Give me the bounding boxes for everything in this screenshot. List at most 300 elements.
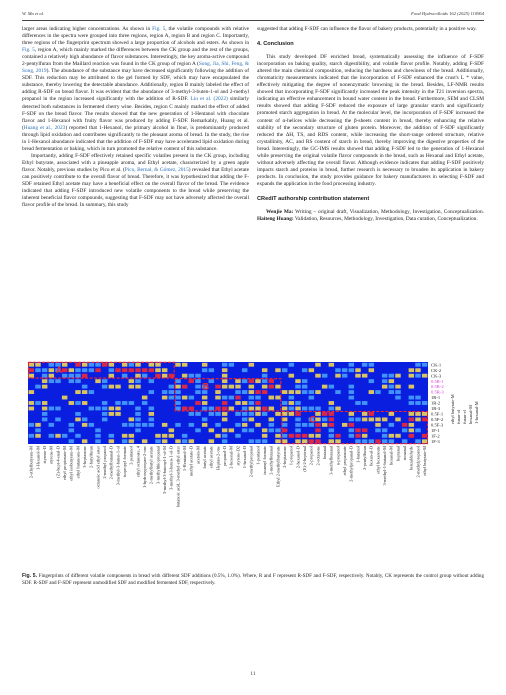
heatmap-cell	[102, 385, 107, 389]
compound-label: heptanal	[395, 446, 401, 461]
heatmap-cell	[49, 379, 54, 383]
heatmap-cell	[269, 428, 274, 432]
heatmap-cell	[189, 412, 194, 416]
compound-label: butanal	[322, 446, 327, 459]
heatmap-cell	[135, 363, 140, 367]
heatmap-cell	[275, 434, 280, 438]
heatmap-cell	[69, 428, 74, 432]
heatmap-cell	[369, 363, 374, 367]
heatmap-cell	[249, 407, 254, 411]
heatmap-cell	[42, 374, 47, 378]
heatmap-cell	[369, 379, 374, 383]
heatmap-cell	[409, 412, 414, 416]
heatmap-cell	[42, 385, 47, 389]
heatmap-cell	[82, 423, 87, 427]
heatmap-cell	[295, 439, 300, 443]
heatmap-cell	[282, 417, 287, 421]
heatmap-cell	[122, 434, 127, 438]
heatmap-cell	[235, 390, 240, 394]
heatmap-cell	[89, 368, 94, 372]
heatmap-cell	[129, 368, 134, 372]
heatmap-cell	[235, 423, 240, 427]
heatmap-cell	[309, 407, 314, 411]
heatmap-cell	[109, 368, 114, 372]
heatmap-cell	[155, 439, 160, 443]
compound-label: 3-methyl-1-butanol-M	[382, 446, 387, 486]
compound-label: ethyl butyrate-M	[422, 446, 427, 476]
heatmap-cell	[142, 374, 147, 378]
sample-label: 1F-2	[431, 433, 440, 439]
heatmap-cell	[355, 401, 360, 405]
figure-link[interactable]: Fig. 5	[22, 47, 35, 54]
heatmap-cell	[229, 407, 234, 411]
heatmap-cell	[275, 385, 280, 389]
heatmap-cell	[382, 385, 387, 389]
sample-label: 0.5R-1	[431, 378, 444, 384]
heatmap-cell	[215, 412, 220, 416]
heatmap-cell	[309, 439, 314, 443]
compound-label: styrene-M	[48, 446, 54, 465]
heatmap-cell	[315, 434, 320, 438]
heatmap-cell	[35, 434, 40, 438]
heatmap-cell	[302, 390, 307, 394]
heatmap-cell	[322, 374, 327, 378]
heatmap-cell	[155, 434, 160, 438]
heatmap-cell	[82, 417, 87, 421]
heatmap-cell	[95, 368, 100, 372]
heatmap-cell	[189, 379, 194, 383]
heatmap-cell	[375, 428, 380, 432]
heatmap-cell	[409, 401, 414, 405]
heatmap-cell	[35, 385, 40, 389]
heatmap-cell	[415, 417, 420, 421]
compound-label: propanol-D	[222, 446, 227, 467]
heatmap-cell	[295, 412, 300, 416]
heatmap-cell	[235, 412, 240, 416]
heatmap-cell	[249, 385, 254, 389]
heatmap-cell	[42, 407, 47, 411]
heatmap-cell	[395, 390, 400, 394]
heatmap-cell	[242, 423, 247, 427]
heatmap-cell	[415, 428, 420, 432]
heatmap-cell	[229, 428, 234, 432]
heatmap-cell	[355, 374, 360, 378]
heatmap-cell	[162, 368, 167, 372]
heatmap-cell	[75, 368, 80, 372]
heatmap-cell	[349, 390, 354, 394]
heatmap-cell	[242, 379, 247, 383]
heatmap-cell	[349, 412, 354, 416]
heatmap-cell	[75, 379, 80, 383]
compound-label: ethyl propanoate	[342, 446, 347, 476]
heatmap-cell	[369, 439, 374, 443]
heatmap-cell	[109, 412, 114, 416]
citation-link[interactable]: Huang et al., 2023	[23, 124, 66, 131]
heatmap-cell	[269, 396, 274, 400]
heatmap-cell	[315, 439, 320, 443]
heatmap-cell	[122, 423, 127, 427]
heatmap-cell	[149, 379, 154, 383]
compound-label: butanoic acid, 3-methyl-ethyl ester	[175, 446, 181, 508]
heatmap-cell	[89, 407, 94, 411]
heatmap-cell	[195, 412, 200, 416]
heatmap-cell	[189, 374, 194, 378]
compound-label: ethyl isobutyrate-M	[68, 446, 74, 481]
heatmap-cell	[89, 390, 94, 394]
heatmap-cell	[135, 407, 140, 411]
heatmap-cell	[249, 390, 254, 394]
heatmap-cell	[329, 407, 334, 411]
compound-label: 2-butylfuran	[88, 446, 94, 468]
heatmap-cell	[109, 374, 114, 378]
heatmap-cell	[262, 379, 267, 383]
heatmap-cell	[29, 363, 34, 367]
citation-link[interactable]: Song, Jia, Shi, Feng, & Song, 2019	[22, 61, 249, 75]
heatmap-cell	[135, 368, 140, 372]
heatmap-cell	[222, 363, 227, 367]
heatmap-cell	[202, 401, 207, 405]
heatmap-cell	[75, 434, 80, 438]
heatmap-cell	[82, 439, 87, 443]
heatmap-cell	[109, 434, 114, 438]
heatmap-cell	[249, 417, 254, 421]
heatmap-cell	[49, 434, 54, 438]
heatmap-cell	[222, 368, 227, 372]
heatmap-cell	[175, 390, 180, 394]
heatmap-cell	[189, 396, 194, 400]
heatmap-cell	[262, 434, 267, 438]
heatmap-cell	[375, 439, 380, 443]
sample-label: 1R-2	[431, 400, 441, 406]
compound-label: 1-butanol	[355, 446, 361, 463]
heatmap-cell	[102, 412, 107, 416]
sample-label: 1R-3	[431, 406, 441, 412]
heatmap-cell	[222, 401, 227, 405]
heatmap-cell	[382, 428, 387, 432]
heatmap-cell	[369, 390, 374, 394]
heatmap-cell	[409, 428, 414, 432]
heatmap-cell	[282, 428, 287, 432]
heatmap-cell	[115, 412, 120, 416]
heatmap-cell	[49, 368, 54, 372]
compound-label: 2-methylpropanal-D	[348, 446, 354, 482]
compound-label: ethyl acetate	[208, 446, 214, 469]
heatmap-cell	[329, 417, 334, 421]
heatmap-cell	[69, 374, 74, 378]
heatmap-cell	[29, 401, 34, 405]
heatmap-cell	[369, 417, 374, 421]
heatmap-cell	[289, 434, 294, 438]
compound-label: 1-pentanol	[255, 446, 261, 465]
heatmap-cell	[349, 428, 354, 432]
compound-label: ethyl octanoate, 4	[135, 446, 141, 478]
heatmap-cell	[29, 390, 34, 394]
compound-label: furan-ol	[456, 409, 461, 424]
compound-label: 3-methylthiopropanal	[155, 446, 161, 485]
heatmap-cell	[169, 374, 174, 378]
heatmap-cell	[249, 379, 254, 383]
heatmap-cell	[409, 374, 414, 378]
heatmap-cell	[322, 417, 327, 421]
heatmap-cell	[255, 412, 260, 416]
fingerprint-figure	[22, 360, 484, 570]
heatmap-cell	[262, 385, 267, 389]
heatmap-cell	[222, 439, 227, 443]
heatmap-cell	[315, 407, 320, 411]
heatmap-cell	[422, 439, 427, 443]
heatmap-cell	[242, 428, 247, 432]
heatmap-cell	[255, 396, 260, 400]
heatmap-cell	[175, 385, 180, 389]
heatmap-cell	[129, 417, 134, 421]
heatmap-cell	[329, 423, 334, 427]
heatmap-cell	[362, 434, 367, 438]
heatmap-cell	[335, 439, 340, 443]
heatmap-cell	[122, 374, 127, 378]
heatmap-cell	[362, 417, 367, 421]
heatmap-cell	[269, 385, 274, 389]
compound-label: 2-methylpropanal	[248, 446, 254, 478]
heatmap-cell	[255, 401, 260, 405]
heatmap-cell	[295, 428, 300, 432]
heatmap-cell	[342, 374, 347, 378]
heatmap-cell	[142, 401, 147, 405]
compound-label: 2-pentanol	[128, 446, 134, 465]
paragraph: suggested that adding F-SDF can influence the flavor of bakery products, potentially in a positive way.	[257, 26, 477, 32]
heatmap-cell	[95, 434, 100, 438]
heatmap-cell	[315, 423, 320, 427]
heatmap-cell	[375, 423, 380, 427]
heatmap-cell	[282, 434, 287, 438]
heatmap-cell	[382, 439, 387, 443]
heatmap-cell	[329, 439, 334, 443]
heatmap-cell	[215, 434, 220, 438]
heatmap-cell	[342, 368, 347, 372]
heatmap-cell	[129, 379, 134, 383]
page-number: 11	[250, 671, 256, 677]
heatmap-cell	[62, 434, 67, 438]
heatmap-cell	[335, 407, 340, 411]
heatmap-cell	[195, 390, 200, 394]
heatmap-cell	[215, 396, 220, 400]
heatmap-cell	[222, 396, 227, 400]
heatmap-cell	[69, 379, 74, 383]
heatmap-cell	[422, 401, 427, 405]
heatmap-cell	[262, 412, 267, 416]
heatmap-cell	[409, 423, 414, 427]
compound-label: ethyl hexanoate	[375, 446, 381, 474]
compound-label: 3-methyl-3-buten-1-ol-D	[168, 446, 174, 490]
heatmap-cell	[255, 379, 260, 383]
heatmap-cell	[169, 428, 174, 432]
heatmap-cell	[269, 417, 274, 421]
heatmap-cell	[149, 363, 154, 367]
heatmap-cell	[389, 379, 394, 383]
heatmap-cell	[102, 407, 107, 411]
heatmap-cell	[75, 374, 80, 378]
sample-label: CK-1	[431, 362, 442, 368]
compound-label: methyl acetate-D	[188, 446, 194, 477]
heatmap-cell	[49, 363, 54, 367]
figure-link[interactable]: Fig. 5	[152, 26, 166, 32]
heatmap-cell	[302, 385, 307, 389]
compound-label: acetoin-M	[195, 446, 201, 465]
heatmap-cell	[349, 417, 354, 421]
heatmap-cell	[382, 417, 387, 421]
heatmap-cell	[175, 396, 180, 400]
heatmap-cell	[89, 423, 94, 427]
heatmap-cell	[222, 374, 227, 378]
heatmap-cell	[95, 407, 100, 411]
heatmap-cell	[129, 363, 134, 367]
region-label: A	[56, 365, 63, 376]
heatmap-cell	[135, 412, 140, 416]
heatmap-cell	[189, 407, 194, 411]
heatmap-cell	[269, 407, 274, 411]
heatmap-cell	[135, 423, 140, 427]
heatmap-cell	[422, 434, 427, 438]
right-column	[257, 26, 484, 223]
heatmap-cell	[55, 417, 60, 421]
heatmap-cell	[195, 379, 200, 383]
heatmap-cell	[235, 379, 240, 383]
heatmap-cell	[142, 423, 147, 427]
heatmap-cell	[195, 401, 200, 405]
heatmap-cell	[409, 385, 414, 389]
heatmap-cell	[289, 374, 294, 378]
compound-label: hexan-al-D	[368, 446, 374, 466]
compound-label: 2-methylpropanol	[415, 446, 421, 478]
heatmap-cell	[242, 407, 247, 411]
compound-label: benzaldehyde	[408, 446, 414, 471]
compound-label: 1-hexanal-M	[474, 401, 479, 424]
heatmap-cell	[82, 363, 87, 367]
heatmap-cell	[175, 423, 180, 427]
heatmap-cell	[349, 396, 354, 400]
heatmap-cell	[375, 417, 380, 421]
heatmap-cell	[42, 368, 47, 372]
citation-link[interactable]: Liu et al. (2022)	[190, 96, 228, 103]
compound-label: 1-propanol	[288, 446, 294, 466]
heatmap-cell	[135, 417, 140, 421]
compound-label: nonanal	[402, 446, 407, 460]
heatmap-cell	[222, 428, 227, 432]
heatmap-cell	[295, 379, 300, 383]
compound-label: 2-heptanone	[282, 446, 287, 468]
heatmap-cell	[195, 385, 200, 389]
sample-label: 0.5F-1	[431, 411, 444, 417]
heatmap-cell	[42, 401, 47, 405]
heatmap-cell	[275, 439, 280, 443]
heatmap-cell	[195, 374, 200, 378]
compound-label: ethyl butanoate-M	[75, 446, 81, 479]
heatmap-cell	[382, 374, 387, 378]
heatmap-cell	[162, 434, 167, 438]
heatmap-cell	[355, 439, 360, 443]
credit-paragraph: Wenjie Ma: Writing – original draft, Visualization, Methodology, Investigation, Conceptualization. Haiteng Huang: Validation, Resources, Methodology, Investigation, Data curation, Conceptualization.	[257, 209, 484, 223]
heatmap-cell	[169, 390, 174, 394]
heatmap-cell	[82, 390, 87, 394]
sample-label: 0.5R-3	[431, 389, 444, 395]
heatmap-cell	[229, 385, 234, 389]
compound-label: (Z)-hept-4-enal-D	[55, 446, 61, 478]
heatmap-cell	[409, 417, 414, 421]
heatmap-cell	[295, 385, 300, 389]
heatmap-cell	[135, 385, 140, 389]
heatmap-cell	[249, 439, 254, 443]
heatmap-cell	[175, 407, 180, 411]
heatmap-cell	[242, 417, 247, 421]
compound-label: 2-methylbutanal-D	[108, 446, 114, 480]
heatmap-cell	[169, 385, 174, 389]
heatmap-cell	[82, 385, 87, 389]
heatmap-cell	[215, 385, 220, 389]
heatmap-cell	[29, 368, 34, 372]
heatmap-cell	[349, 385, 354, 389]
heatmap-cell	[249, 363, 254, 367]
heatmap-cell	[222, 434, 227, 438]
heatmap-cell	[309, 368, 314, 372]
heatmap-cell	[142, 368, 147, 372]
heatmap-cell	[235, 385, 240, 389]
heatmap-cell	[362, 439, 367, 443]
heatmap-cell	[202, 363, 207, 367]
heatmap-cell	[329, 434, 334, 438]
heatmap-cell	[289, 407, 294, 411]
heatmap-cell	[329, 401, 334, 405]
heatmap-cell	[42, 379, 47, 383]
compound-label: 3-methyl-3-buten-1-ol	[115, 446, 121, 486]
heatmap-cell	[302, 379, 307, 383]
heatmap-cell	[182, 434, 187, 438]
compound-label: isoamyl formate	[262, 446, 267, 475]
heatmap-cell	[209, 412, 214, 416]
heatmap-cell	[275, 368, 280, 372]
heatmap-cell	[242, 412, 247, 416]
heatmap-cell	[82, 374, 87, 378]
heatmap-cell	[129, 439, 134, 443]
sample-label: CK-3	[431, 373, 442, 379]
heatmap-cell	[295, 390, 300, 394]
heatmap-background	[28, 362, 428, 444]
compound-label: 1-Hexanol-M	[35, 446, 41, 470]
heatmap-cell	[149, 390, 154, 394]
heatmap-cell	[415, 412, 420, 416]
heatmap-cell	[329, 412, 334, 416]
compound-label: ethyl butyrate-M	[450, 394, 455, 424]
heatmap-cell	[402, 439, 407, 443]
heatmap-cell	[422, 363, 427, 367]
sample-label: 1R-1	[431, 395, 441, 401]
heatmap-cell	[109, 385, 114, 389]
heatmap-cell	[395, 434, 400, 438]
heatmap-cell	[389, 439, 394, 443]
heatmap-cell	[129, 434, 134, 438]
heatmap-cell	[375, 390, 380, 394]
heatmap-cell	[269, 423, 274, 427]
citation-link[interactable]: Pico, Bernal, & Gómez, 2015	[124, 166, 189, 173]
compound-label: octanoic acid ethyl ester	[95, 446, 101, 489]
heatmap-cell	[75, 417, 80, 421]
heatmap-cell	[402, 428, 407, 432]
compound-label: isopropyl formate	[122, 446, 127, 478]
heatmap-cell	[262, 407, 267, 411]
heatmap-cell	[262, 368, 267, 372]
heatmap-cell	[55, 379, 60, 383]
header-authors: W. Ma et al.	[22, 11, 45, 16]
compound-label: 2-hexenal-M	[228, 446, 234, 469]
heatmap-cell	[35, 363, 40, 367]
